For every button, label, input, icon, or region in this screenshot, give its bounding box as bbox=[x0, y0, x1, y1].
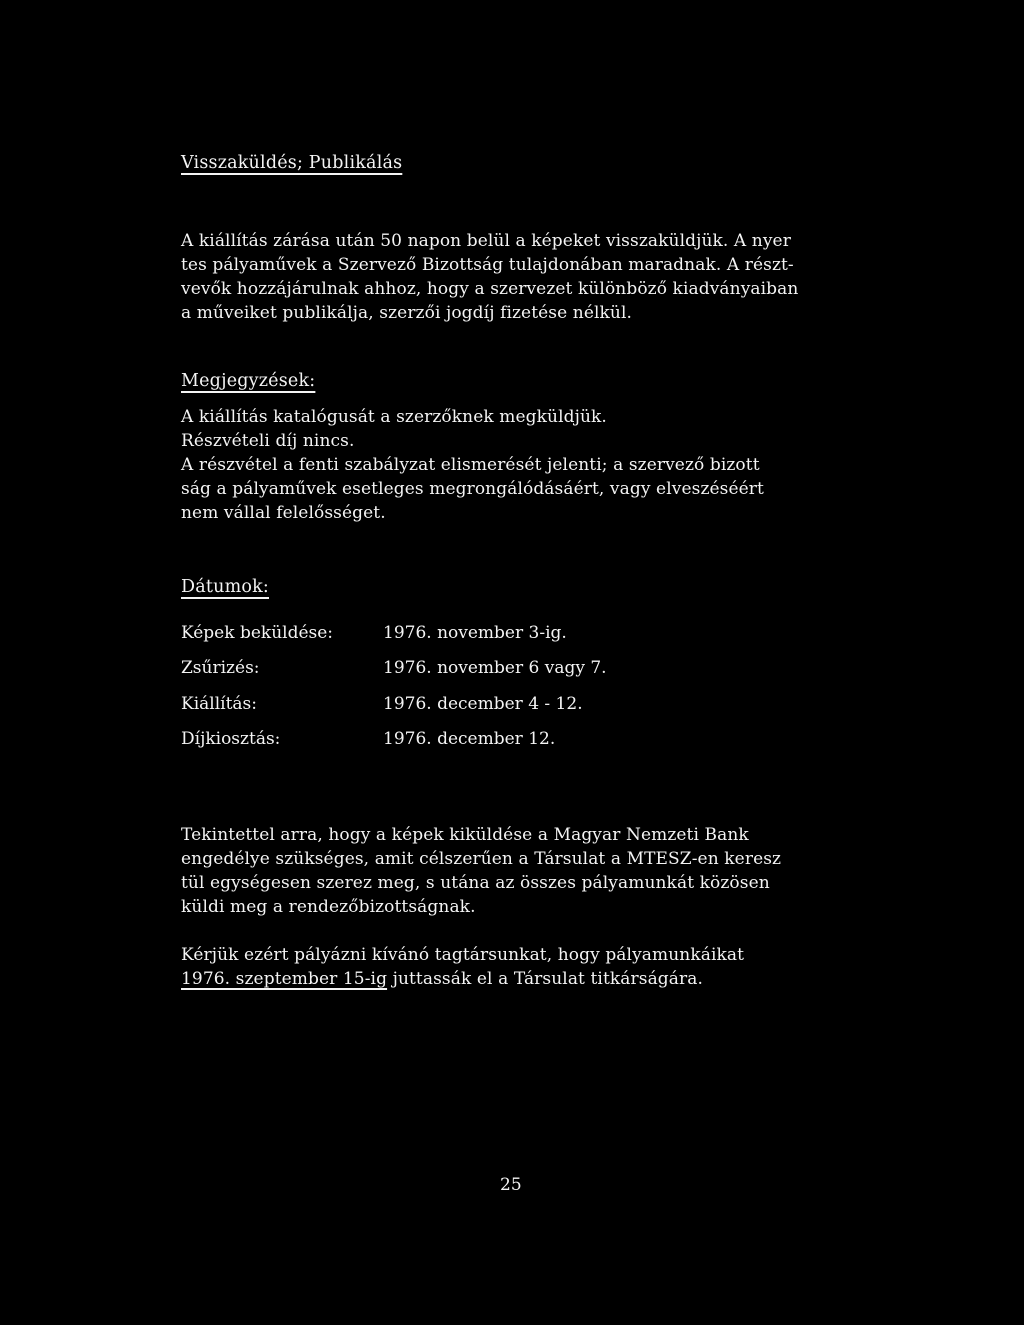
text-line: tes pályaművek a Szervező Bizottság tulajdonában maradnak. A részt- bbox=[181, 255, 794, 275]
text-line: ság a pályaművek esetleges megrongálódásáért, vagy elveszéséért bbox=[181, 479, 764, 499]
heading-megjegyzesek: Megjegyzések: bbox=[181, 371, 316, 391]
heading-visszakuldes: Visszaküldés; Publikálás bbox=[181, 153, 403, 173]
text-line-deadline bbox=[181, 967, 703, 991]
deadline-rest: juttassák el a Társulat titkárságára. bbox=[387, 969, 703, 989]
text-line: Tekintettel arra, hogy a képek kiküldése a Magyar Nemzeti Bank bbox=[181, 825, 749, 845]
text-line: vevők hozzájárulnak ahhoz, hogy a szervezet különböző kiadványaiban bbox=[181, 279, 799, 299]
date-label-zsurizes: Zsűrizés: bbox=[181, 658, 260, 678]
date-value-bekuldes: 1976. november 3-ig. bbox=[383, 623, 567, 643]
text-line: A kiállítás zárása után 50 napon belül a képeket visszaküldjük. A nyer bbox=[181, 231, 791, 251]
date-value-dijkiosztas: 1976. december 12. bbox=[383, 729, 556, 749]
deadline-date: 1976. szeptember 15-ig bbox=[181, 969, 388, 989]
text-line: a műveiket publikálja, szerzői jogdíj fizetése nélkül. bbox=[181, 303, 633, 323]
text-line: Részvételi díj nincs. bbox=[181, 431, 355, 451]
text-line: tül egységesen szerez meg, s utána az összes pályamunkát közösen bbox=[181, 873, 770, 893]
page-number: 25 bbox=[500, 1175, 522, 1195]
heading-datumok: Dátumok: bbox=[181, 577, 269, 597]
text-line: nem vállal felelősséget. bbox=[181, 503, 386, 523]
date-value-kiallitas: 1976. december 4 - 12. bbox=[383, 694, 583, 714]
text-line: Kérjük ezért pályázni kívánó tagtársunkat, hogy pályamunkáikat bbox=[181, 945, 745, 965]
text-line: A kiállítás katalógusát a szerzőknek megküldjük. bbox=[181, 407, 607, 427]
date-label-kiallitas: Kiállítás: bbox=[181, 694, 258, 714]
date-label-dijkiosztas: Díjkiosztás: bbox=[181, 729, 281, 749]
text-line: küldi meg a rendezőbizottságnak. bbox=[181, 897, 476, 917]
text-line: engedélye szükséges, amit célszerűen a Társulat a MTESZ-en keresz bbox=[181, 849, 782, 869]
date-label-bekuldes: Képek beküldése: bbox=[181, 623, 334, 643]
text-line: A részvétel a fenti szabályzat elismerését jelenti; a szervező bizott bbox=[181, 455, 760, 475]
date-value-zsurizes: 1976. november 6 vagy 7. bbox=[383, 658, 607, 678]
